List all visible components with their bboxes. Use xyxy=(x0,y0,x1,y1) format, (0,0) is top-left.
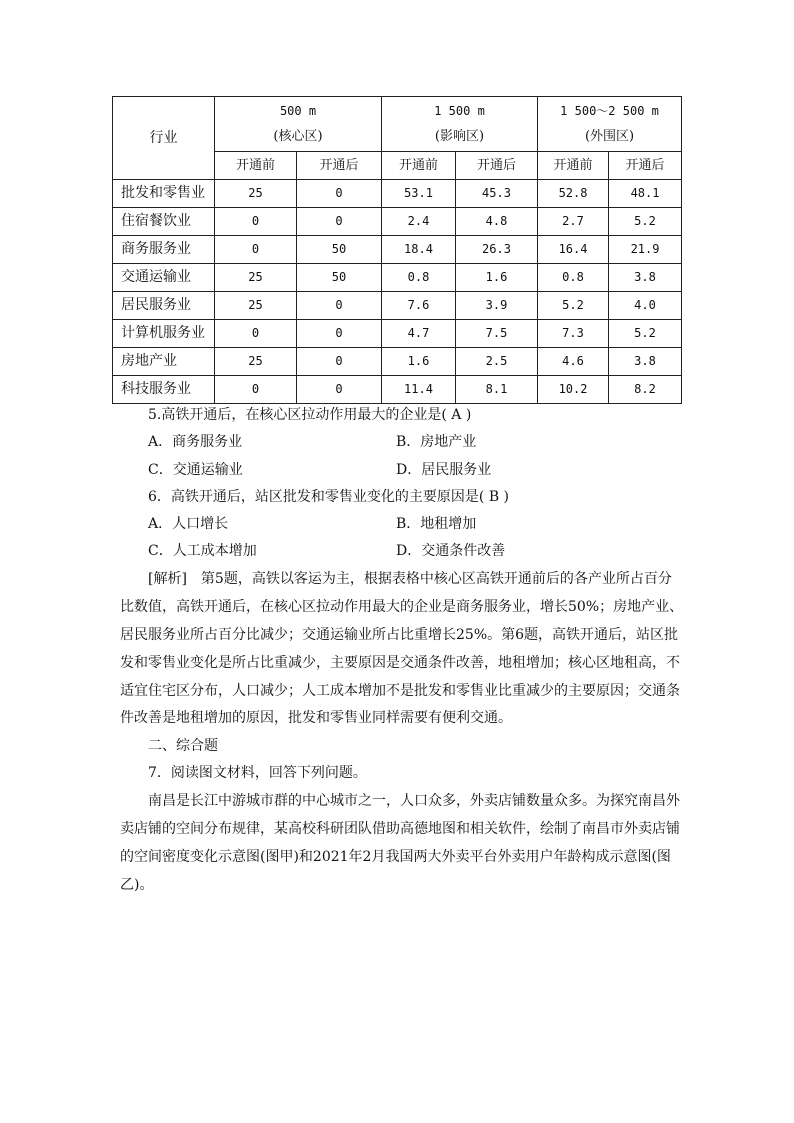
cell-value: 0.8 xyxy=(562,270,584,284)
table-cell xyxy=(215,264,297,292)
cell-value: 18.4 xyxy=(404,242,433,256)
table-row xyxy=(113,236,682,264)
cell-value: 5.2 xyxy=(634,326,656,340)
sub-header: 开通前 xyxy=(215,152,297,180)
table-cell xyxy=(456,264,538,292)
cell-value: 4.8 xyxy=(485,214,508,228)
cell-value: 4.7 xyxy=(407,326,430,340)
material-line: 南昌是长江中游城市群的中心城市之一，人口众多，外卖店铺数量众多。为探究南昌外 xyxy=(148,793,680,809)
table-cell xyxy=(297,376,382,404)
q6-option-d: D．交通条件改善 xyxy=(396,543,506,559)
table-cell xyxy=(609,180,682,208)
sub-header: 开通后 xyxy=(456,152,538,180)
cell-value: 5.2 xyxy=(634,214,656,228)
table-cell xyxy=(609,376,682,404)
table-cell xyxy=(456,348,538,376)
table-cell xyxy=(382,348,456,376)
table-cell xyxy=(215,292,297,320)
table-cell xyxy=(215,236,297,264)
table-cell xyxy=(538,264,609,292)
material-line: 卖店铺的空间分布规律，某高校科研团队借助高德地图和相关软件，绘制了南昌市外卖店铺 xyxy=(120,821,680,837)
cell-value: 21.9 xyxy=(630,242,660,256)
row-label: 交通运输业 xyxy=(113,264,215,292)
table-cell xyxy=(609,320,682,348)
cell-value: 53.1 xyxy=(404,186,433,200)
cell-value: 1.6 xyxy=(407,354,430,368)
table-cell xyxy=(609,348,682,376)
analysis-line: 居民服务业所占百分比减少；交通运输业所占比重增长25%。第6题，高铁开通后，站区批 xyxy=(120,627,679,643)
cell-value: 3.8 xyxy=(634,270,656,284)
row-label: 商务服务业 xyxy=(113,236,215,264)
cell-value: 2.4 xyxy=(407,214,430,228)
sub-header: 开通前 xyxy=(538,152,609,180)
cell-value: 52.8 xyxy=(558,186,588,200)
analysis-line: [解析] 第5题，高铁以客运为主，根据表格中核心区高铁开通前后的各产业所占百分 xyxy=(148,571,672,587)
group-distance: 1 500～2 500 m xyxy=(560,104,659,118)
cell-value: 8.2 xyxy=(634,382,656,396)
q5-option-c: C．交通运输业 xyxy=(148,462,243,478)
cell-value: 4.0 xyxy=(634,298,656,312)
table-cell xyxy=(297,292,382,320)
cell-value: 25 xyxy=(248,270,263,284)
table-row xyxy=(113,292,682,320)
analysis-line: 比数值，高铁开通后，在核心区拉动作用最大的企业是商务服务业，增长50%；房地产业、 xyxy=(120,599,684,615)
table-row xyxy=(113,208,682,236)
table-cell xyxy=(456,320,538,348)
table-row xyxy=(113,264,682,292)
table-cell xyxy=(609,208,682,236)
table-cell xyxy=(215,348,297,376)
analysis-line: 件改善是地租增加的原因，批发和零售业同样需要有便利交通。 xyxy=(120,710,512,726)
cell-value: 25 xyxy=(248,298,263,312)
table-cell xyxy=(609,292,682,320)
table-cell xyxy=(297,264,382,292)
table-cell xyxy=(609,236,682,264)
cell-value: 0 xyxy=(335,354,343,368)
cell-value: 11.4 xyxy=(404,382,433,396)
cell-value: 50 xyxy=(331,270,347,284)
table-cell xyxy=(297,320,382,348)
table-cell xyxy=(456,236,538,264)
table-cell xyxy=(456,376,538,404)
table-cell xyxy=(382,376,456,404)
cell-value: 25 xyxy=(248,354,263,368)
material-line: 乙)。 xyxy=(120,877,154,893)
table-cell xyxy=(538,320,609,348)
cell-value: 50 xyxy=(331,242,347,256)
table-row xyxy=(113,348,682,376)
table-cell xyxy=(538,180,609,208)
table-cell xyxy=(215,208,297,236)
row-label: 住宿餐饮业 xyxy=(113,208,215,236)
cell-value: 0 xyxy=(251,214,260,228)
cell-value: 10.2 xyxy=(558,382,588,396)
sub-header: 开通前 xyxy=(382,152,456,180)
cell-value: 7.3 xyxy=(562,326,584,340)
group-header-core xyxy=(215,97,382,152)
corner-label: 行业 xyxy=(113,97,215,180)
q5-option-b: B．房地产业 xyxy=(396,434,477,450)
cell-value: 3.8 xyxy=(634,354,656,368)
table-cell xyxy=(297,348,382,376)
table-cell xyxy=(609,264,682,292)
cell-value: 0 xyxy=(335,382,343,396)
row-label: 科技服务业 xyxy=(113,376,215,404)
table-cell xyxy=(538,292,609,320)
cell-value: 2.5 xyxy=(485,354,508,368)
q6-option-b: B．地租增加 xyxy=(396,516,477,532)
cell-value: 0 xyxy=(335,298,343,312)
table-row xyxy=(113,180,682,208)
table-cell xyxy=(456,292,538,320)
table-cell xyxy=(382,180,456,208)
row-label: 居民服务业 xyxy=(113,292,215,320)
table-cell xyxy=(297,236,382,264)
table-cell xyxy=(382,236,456,264)
section-title: 二、综合题 xyxy=(148,738,218,754)
q7-stem: 7．阅读图文材料，回答下列问题。 xyxy=(148,765,367,781)
row-label: 房地产业 xyxy=(113,348,215,376)
analysis-line: 适宜住宅区分布，人口减少；人工成本增加不是批发和零售业比重减少的主要原因；交通条 xyxy=(120,683,680,699)
q6-option-c: C．人工成本增加 xyxy=(148,543,257,559)
table-cell xyxy=(538,376,609,404)
cell-value: 0 xyxy=(251,326,260,340)
group-distance: 500 m xyxy=(279,104,317,118)
table-cell xyxy=(456,208,538,236)
cell-value: 7.6 xyxy=(407,298,430,312)
cell-value: 26.3 xyxy=(482,242,511,256)
table-cell xyxy=(538,208,609,236)
cell-value: 0 xyxy=(335,326,343,340)
group-header-impact xyxy=(382,97,538,152)
table-cell xyxy=(215,320,297,348)
table-cell xyxy=(382,264,456,292)
group-zone: (核心区) xyxy=(273,129,323,144)
cell-value: 7.5 xyxy=(485,326,508,340)
cell-value: 0 xyxy=(251,382,260,396)
q5-option-d: D．居民服务业 xyxy=(396,462,492,478)
table-cell xyxy=(382,320,456,348)
group-zone: (外围区) xyxy=(584,129,635,144)
table-row xyxy=(113,320,682,348)
cell-value: 0 xyxy=(335,186,343,200)
cell-value: 8.1 xyxy=(485,382,508,396)
cell-value: 0 xyxy=(335,214,343,228)
table-cell xyxy=(538,348,609,376)
table-row xyxy=(113,376,682,404)
cell-value: 1.6 xyxy=(485,270,508,284)
cell-value: 0.8 xyxy=(407,270,430,284)
table-cell xyxy=(456,180,538,208)
industry-table xyxy=(112,96,682,404)
group-zone: (影响区) xyxy=(434,129,485,144)
cell-value: 3.9 xyxy=(485,298,508,312)
cell-value: 16.4 xyxy=(558,242,588,256)
table-cell xyxy=(297,180,382,208)
table-cell xyxy=(297,208,382,236)
sub-header: 开通后 xyxy=(297,152,382,180)
sub-header: 开通后 xyxy=(609,152,682,180)
q5-stem: 5.高铁开通后，在核心区拉动作用最大的企业是( A ) xyxy=(148,407,472,423)
material-line: 的空间密度变化示意图(图甲)和2021年2月我国两大外卖平台外卖用户年龄构成示意图(图 xyxy=(120,849,671,865)
group-header-outer xyxy=(538,97,682,152)
q5-option-a: A．商务服务业 xyxy=(148,434,243,450)
row-label: 计算机服务业 xyxy=(113,320,215,348)
analysis-line: 发和零售业变化是所占比重减少，主要原因是交通条件改善，地租增加；核心区地租高，不 xyxy=(120,655,680,671)
group-distance: 1 500 m xyxy=(434,104,485,118)
q6-option-a: A．人口增长 xyxy=(148,516,229,532)
table-cell xyxy=(382,208,456,236)
cell-value: 4.6 xyxy=(562,354,584,368)
cell-value: 5.2 xyxy=(562,298,584,312)
cell-value: 2.7 xyxy=(562,214,584,228)
q6-stem: 6．高铁开通后，站区批发和零售业变化的主要原因是( B ) xyxy=(148,489,510,505)
cell-value: 45.3 xyxy=(482,186,511,200)
table-cell xyxy=(538,236,609,264)
cell-value: 48.1 xyxy=(630,186,660,200)
cell-value: 0 xyxy=(251,242,260,256)
cell-value: 25 xyxy=(248,186,263,200)
table-cell xyxy=(215,376,297,404)
row-label: 批发和零售业 xyxy=(113,180,215,208)
table-cell xyxy=(215,180,297,208)
table-cell xyxy=(382,292,456,320)
